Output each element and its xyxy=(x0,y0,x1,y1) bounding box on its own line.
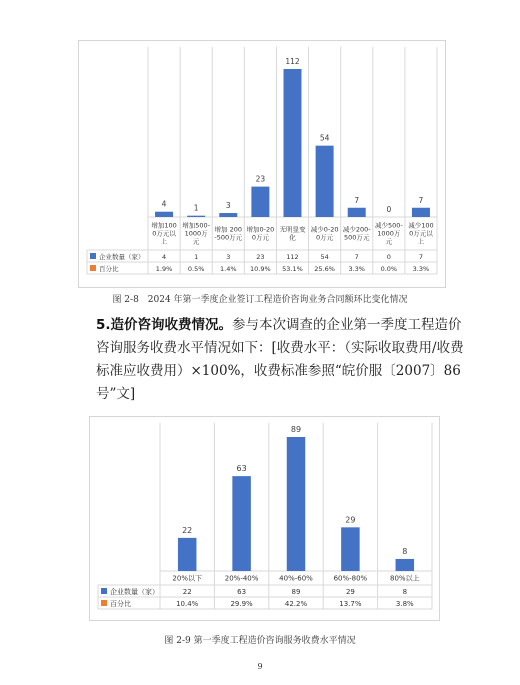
bar xyxy=(341,527,359,571)
table-cell-percent: 53.1% xyxy=(282,265,303,273)
category-label: 增加 200 -500万元 xyxy=(214,225,243,242)
data-label: 54 xyxy=(319,133,330,143)
section-paragraph xyxy=(96,314,468,406)
data-label: 0 xyxy=(386,205,392,214)
category-label: 40%-60% xyxy=(279,574,313,583)
table-cell-percent: 42.2% xyxy=(284,600,308,608)
table-cell-count: 63 xyxy=(237,588,247,596)
legend-label-percent: 百分比 xyxy=(110,600,131,608)
bar xyxy=(232,476,250,571)
data-label: 7 xyxy=(418,195,424,205)
table-cell-percent: 29.9% xyxy=(230,600,253,608)
bar xyxy=(348,208,366,217)
table-cell-percent: 10.9% xyxy=(250,265,271,273)
legend-key-percent xyxy=(101,600,107,606)
data-label: 8 xyxy=(402,546,408,556)
figure-caption-2-9: 图 2-9 第一季度工程造价咨询服务收费水平情况 xyxy=(164,636,356,646)
bar xyxy=(251,187,269,217)
table-cell-percent: 3.8% xyxy=(395,600,414,608)
chart-fee-level xyxy=(89,416,440,621)
table-cell-count: 22 xyxy=(182,588,192,596)
data-label: 4 xyxy=(161,199,167,209)
table-cell-count: 7 xyxy=(418,253,424,261)
bar xyxy=(284,69,302,217)
data-label: 63 xyxy=(236,464,247,474)
bar xyxy=(155,212,173,217)
legend-label-percent: 百分比 xyxy=(99,265,119,273)
data-label: 89 xyxy=(290,425,302,434)
data-label: 3 xyxy=(225,201,231,211)
table-cell-percent: 1.9% xyxy=(155,265,173,273)
data-label: 112 xyxy=(285,57,300,66)
legend-key-percent xyxy=(90,265,96,271)
category-label: 增加0-20 0万元 xyxy=(246,225,275,242)
legend-key-count xyxy=(90,253,96,259)
data-label: 29 xyxy=(345,515,356,525)
table-cell-count: 23 xyxy=(256,253,265,261)
table-cell-percent: 3.3% xyxy=(412,265,430,273)
table-cell-percent: 0.0% xyxy=(380,265,398,273)
category-label: 减少200-500万元 xyxy=(342,225,371,242)
data-label: 23 xyxy=(255,174,266,184)
table-cell-count: 8 xyxy=(402,588,408,596)
table-cell-count: 54 xyxy=(320,253,329,261)
category-label: 减少0-20 0万元 xyxy=(310,225,339,242)
legend-label-count: 企业数量（家） xyxy=(99,253,145,261)
chart-fee-level-svg xyxy=(90,417,439,620)
table-cell-count: 0 xyxy=(386,253,391,261)
category-label: 20%-40% xyxy=(224,574,259,583)
figure-caption-2-8: 图 2-8 2024 年第一季度企业签订工程造价咨询业务合同额环比变化情况 xyxy=(112,295,408,305)
bar xyxy=(316,146,334,217)
category-label: 增加500-1000万元 xyxy=(182,221,211,246)
bar xyxy=(219,213,237,217)
table-cell-count: 7 xyxy=(354,253,359,261)
category-label: 减少500-1000万元 xyxy=(374,221,403,246)
section-heading: 5.造价咨询收费情况。 xyxy=(96,317,233,333)
category-label: 80%以上 xyxy=(390,574,420,583)
chart-contract-change xyxy=(78,40,446,288)
legend-key-count xyxy=(101,588,107,594)
bar xyxy=(396,559,414,571)
table-cell-percent: 0.5% xyxy=(187,265,205,273)
data-label: 7 xyxy=(354,195,360,205)
category-label: 无明显变化 xyxy=(279,225,306,242)
bar xyxy=(178,538,196,571)
section-body: 参与本次调查的企业第一季度工程造价咨询服务收费水平情况如下：[收费水平：（实际收取费用/收费标准应收费用）×100%，收费标准参照“皖价服〔2007〕86号”文] xyxy=(96,317,464,402)
table-cell-percent: 10.4% xyxy=(176,600,199,608)
data-label: 22 xyxy=(182,525,193,535)
table-cell-percent: 1.4% xyxy=(220,265,237,273)
chart-contract-change-svg xyxy=(79,41,445,287)
table-cell-percent: 13.7% xyxy=(339,600,362,608)
category-label: 20%以下 xyxy=(172,574,202,583)
table-cell-count: 29 xyxy=(345,588,355,596)
category-label: 60%-80% xyxy=(333,574,368,583)
table-cell-count: 4 xyxy=(161,253,167,261)
table-cell-percent: 3.3% xyxy=(348,265,365,273)
category-label: 增加100 0万元以上 xyxy=(151,221,177,246)
data-label: 1 xyxy=(193,203,199,213)
table-cell-count: 3 xyxy=(226,253,231,261)
page-number: 9 xyxy=(257,662,263,671)
legend-label-count: 企业数量（家） xyxy=(110,588,159,596)
table-cell-count: 89 xyxy=(291,588,301,596)
table-cell-count: 1 xyxy=(194,253,199,261)
bar xyxy=(287,437,305,571)
bar xyxy=(412,208,430,217)
bar xyxy=(187,216,205,217)
table-cell-count: 112 xyxy=(286,253,299,261)
category-label: 减少100 0万元以上 xyxy=(408,221,434,246)
table-cell-percent: 25.6% xyxy=(314,265,335,273)
